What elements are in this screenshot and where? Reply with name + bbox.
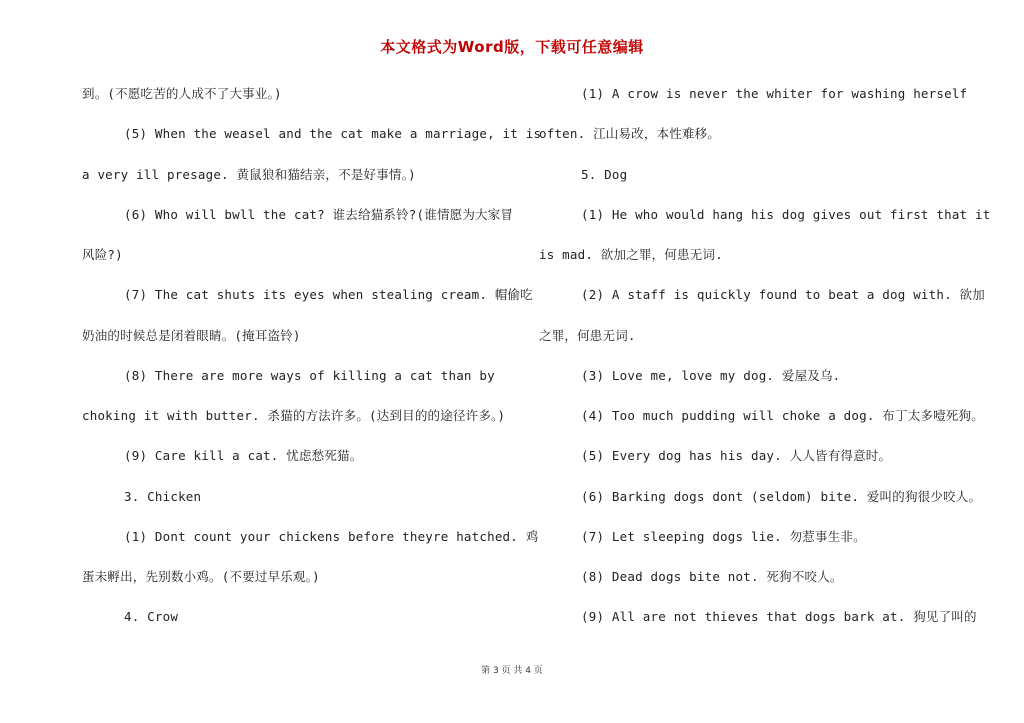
text-line: (5) Every dog has his day. 人人皆有得意时。 [581, 448, 892, 464]
text-line: a very ill presage. 黄鼠狼和猫结亲，不是好事情。) [82, 166, 416, 182]
text-line: (1) Dont count your chickens before theyre hatched. 鸡 [124, 528, 539, 544]
text-line: often. 江山易改，本性难移。 [539, 126, 721, 142]
text-line: (3) Love me, love my dog. 爱屋及乌. [581, 367, 841, 383]
text-line: (6) Who will bwll the cat? 谁去给猫系铃?(谁情愿为大家冒 [124, 206, 514, 222]
text-line: (8) There are more ways of killing a cat than by [124, 367, 495, 383]
text-line: 之罪，何患无词. [539, 327, 636, 343]
section-heading: 3. Chicken [124, 488, 202, 504]
text-line: (7) Let sleeping dogs lie. 勿惹事生非。 [581, 528, 866, 544]
text-line: 蛋未孵出，先别数小鸡。(不要过早乐观。) [82, 569, 320, 584]
text-line: (2) A staff is quickly found to beat a dog with. 欲加 [581, 287, 985, 303]
text-line: 奶油的时候总是闭着眼睛。(掩耳盗铃) [82, 327, 301, 343]
text-line: (1) A crow is never the whiter for washing herself [581, 86, 968, 101]
text-line: (8) Dead dogs bite not. 死狗不咬人。 [581, 569, 843, 584]
text-line: 到。(不愿吃苦的人成不了大事业。) [82, 86, 282, 101]
page-number: 第 3 页 共 4 页 [481, 666, 543, 676]
text-line: (9) All are not thieves that dogs bark at. 狗见了叫的 [581, 609, 977, 625]
text-line: (1) He who would hang his dog gives out first that it [581, 206, 991, 222]
section-heading: 5. Dog [581, 166, 628, 182]
text-line: (6) Barking dogs dont (seldom) bite. 爱叫的狗很少咬人。 [581, 488, 982, 504]
text-line: (7) The cat shuts its eyes when stealing cream. 帽偷吃 [124, 287, 533, 303]
text-line: choking it with butter. 杀猫的方法许多。(达到目的的途径许多。) [82, 408, 506, 423]
section-heading: 4. Crow [124, 609, 179, 625]
text-line: 风险?) [82, 247, 123, 262]
text-line: (5) When the weasel and the cat make a marriage, it is [124, 126, 542, 142]
text-line: is mad. 欲加之罪，何患无词. [539, 247, 723, 262]
right-text-column [539, 84, 991, 648]
left-text-column [82, 84, 542, 648]
download-banner: 本文格式为Word版，下载可任意编辑 [380, 38, 644, 56]
text-line: (4) Too much pudding will choke a dog. 布丁太多噎死狗。 [581, 408, 984, 423]
text-line: (9) Care kill a cat. 忧虑愁死猫。 [124, 448, 363, 464]
